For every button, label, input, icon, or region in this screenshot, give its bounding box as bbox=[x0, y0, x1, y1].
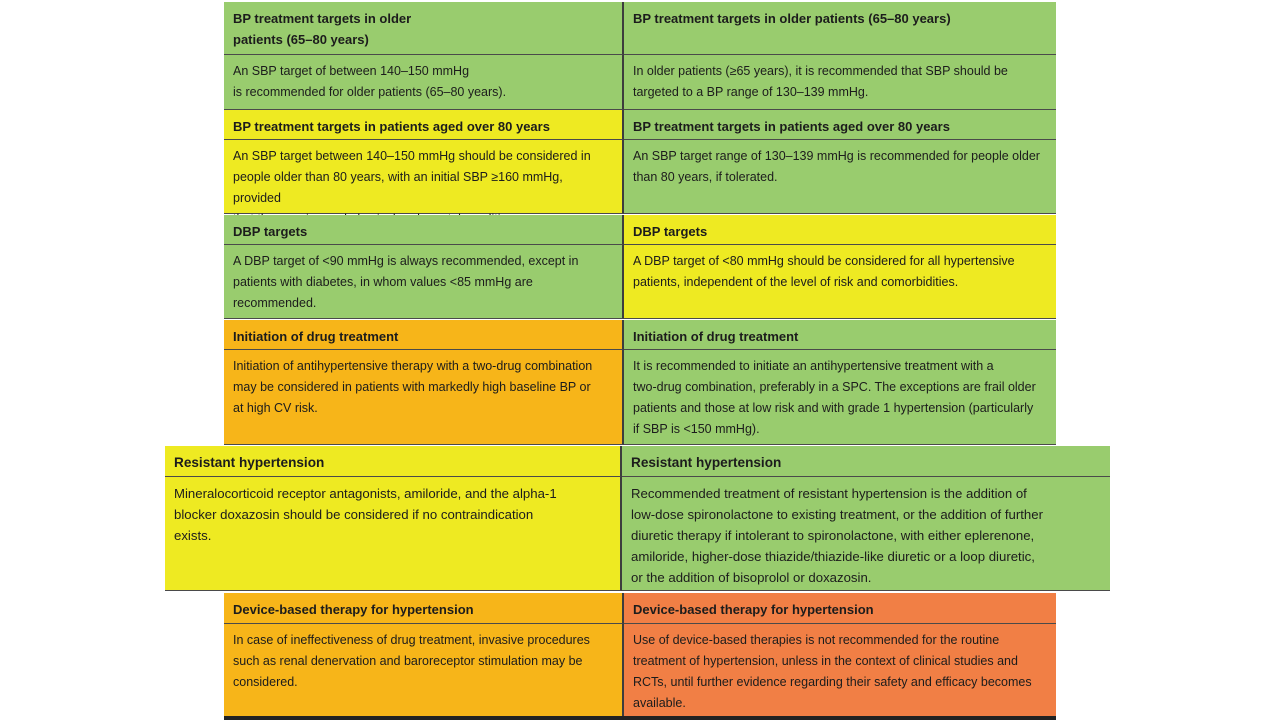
left-body-over-80 bbox=[224, 140, 624, 214]
left-header-initiation: Initiation of drug treatment bbox=[224, 320, 624, 350]
left-body-older-patients bbox=[224, 55, 624, 110]
body-line: if SBP is <150 mmHg). bbox=[633, 422, 760, 436]
right-body-over-80 bbox=[624, 140, 1056, 214]
left-header-resistant: Resistant hypertension bbox=[165, 446, 622, 477]
left-header-device: Device-based therapy for hypertension bbox=[224, 593, 624, 624]
right-body-initiation bbox=[624, 350, 1056, 445]
right-body-older-patients bbox=[624, 55, 1056, 110]
left-body-initiation bbox=[224, 350, 624, 445]
body-line: Recommended treatment of resistant hypertension is the addition of bbox=[631, 486, 1027, 501]
left-header-dbp: DBP targets bbox=[224, 215, 624, 245]
body-line: is recommended for older patients (65–80 years). bbox=[233, 85, 507, 99]
body-line: amiloride, higher-dose thiazide/thiazide-like diuretic or a loop diuretic, bbox=[631, 549, 1035, 564]
right-header-dbp: DBP targets bbox=[624, 215, 1056, 245]
body-line: An SBP target range of 130–139 mmHg is recommended for people older bbox=[633, 149, 1040, 163]
right-body-resistant bbox=[622, 477, 1110, 591]
right-body-device bbox=[624, 624, 1056, 717]
body-line: An SBP target between 140–150 mmHg should be considered in bbox=[233, 149, 591, 163]
body-line: exists. bbox=[174, 528, 212, 543]
body-line: patients, independent of the level of risk and comorbidities. bbox=[633, 275, 959, 289]
left-header-over-80: BP treatment targets in patients aged over 80 years bbox=[224, 110, 624, 140]
left-body-resistant bbox=[165, 477, 622, 591]
right-header-device: Device-based therapy for hypertension bbox=[624, 593, 1056, 624]
body-line: Initiation of antihypertensive therapy with a two-drug combination bbox=[233, 359, 593, 373]
right-body-dbp bbox=[624, 245, 1056, 319]
left-body-dbp bbox=[224, 245, 624, 319]
body-line: Use of device-based therapies is not recommended for the routine bbox=[633, 633, 1000, 647]
body-line: diuretic therapy if intolerant to spironolactone, with either eplerenone, bbox=[631, 528, 1035, 543]
left-header-line: BP treatment targets in older bbox=[233, 11, 412, 26]
body-line: targeted to a BP range of 130–139 mmHg. bbox=[633, 85, 869, 99]
body-line: In older patients (≥65 years), it is recommended that SBP should be bbox=[633, 64, 1008, 78]
body-line: A DBP target of <80 mmHg should be considered for all hypertensive bbox=[633, 254, 1015, 268]
body-line: at high CV risk. bbox=[233, 401, 318, 415]
body-line: In case of ineffectiveness of drug treatment, invasive procedures bbox=[233, 633, 590, 647]
right-header-resistant: Resistant hypertension bbox=[622, 446, 1110, 477]
body-line: An SBP target of between 140–150 mmHg bbox=[233, 64, 470, 78]
body-line: than 80 years, if tolerated. bbox=[633, 170, 778, 184]
body-line: considered. bbox=[233, 675, 298, 689]
left-header-line: patients (65–80 years) bbox=[233, 32, 369, 47]
body-line: such as renal denervation and baroreceptor stimulation may be bbox=[233, 654, 583, 668]
body-line: blocker doxazosin should be considered if no contraindication bbox=[174, 507, 534, 522]
body-line: low-dose spironolactone to existing treatment, or the addition of further bbox=[631, 507, 1043, 522]
body-line: may be considered in patients with markedly high baseline BP or bbox=[233, 380, 591, 394]
body-line: It is recommended to initiate an antihypertensive treatment with a bbox=[633, 359, 994, 373]
body-line: recommended. bbox=[233, 296, 317, 310]
body-line: RCTs, until further evidence regarding their safety and efficacy becomes bbox=[633, 675, 1032, 689]
right-header-initiation: Initiation of drug treatment bbox=[624, 320, 1056, 350]
left-header-older-patients bbox=[224, 2, 624, 55]
right-header-older-patients: BP treatment targets in older patients (65–80 years) bbox=[624, 2, 1056, 55]
body-line: Mineralocorticoid receptor antagonists, amiloride, and the alpha-1 bbox=[174, 486, 557, 501]
bottom-rule bbox=[224, 716, 1056, 720]
right-header-over-80: BP treatment targets in patients aged over 80 years bbox=[624, 110, 1056, 140]
left-body-device bbox=[224, 624, 624, 717]
body-line: two-drug combination, preferably in a SPC. The exceptions are frail older bbox=[633, 380, 1036, 394]
body-line: people older than 80 years, with an initial SBP ≥160 mmHg, provided bbox=[233, 170, 563, 205]
body-line: or the addition of bisoprolol or doxazosin. bbox=[631, 570, 872, 585]
body-line: patients and those at low risk and with grade 1 hypertension (particularly bbox=[633, 401, 1034, 415]
body-line: treatment of hypertension, unless in the context of clinical studies and bbox=[633, 654, 1018, 668]
body-line: available. bbox=[633, 696, 686, 710]
body-line: A DBP target of <90 mmHg is always recommended, except in bbox=[233, 254, 579, 268]
body-line: patients with diabetes, in whom values <85 mmHg are bbox=[233, 275, 533, 289]
